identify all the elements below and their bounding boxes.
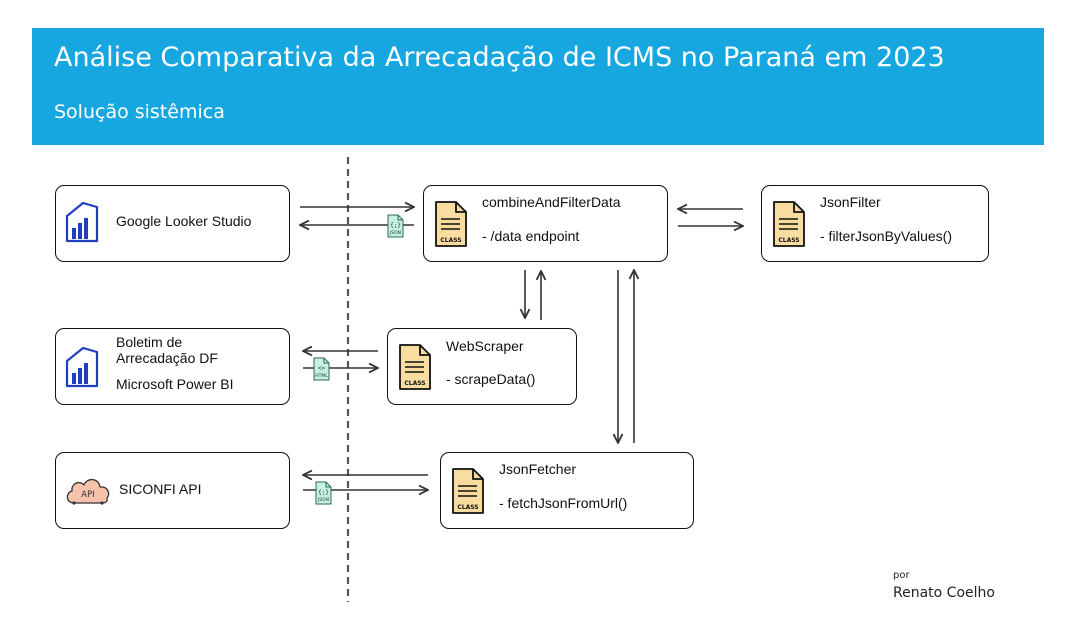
class-json-filter[interactable] [761, 185, 989, 262]
credit-author-name: Renato Coelho [893, 585, 995, 601]
node-label: Google Looker Studio [116, 213, 252, 229]
json-icon-label: JSON [389, 231, 402, 236]
api-cloud-icon [62, 473, 114, 509]
class-name: WebScraper [446, 338, 524, 354]
node-label: SICONFI API [119, 481, 202, 497]
class-name: JsonFilter [820, 194, 881, 210]
class-badge-text: CLASS [440, 237, 462, 244]
class-json-fetcher[interactable] [440, 452, 694, 529]
power-bi-icon [63, 201, 101, 247]
class-combine-and-filter-data[interactable] [423, 185, 668, 262]
class-file-icon [773, 201, 805, 247]
class-web-scraper[interactable] [387, 328, 577, 405]
class-member: - /data endpoint [482, 228, 580, 244]
json-file-icon [316, 482, 331, 504]
class-name: JsonFetcher [499, 461, 577, 477]
author-credit [893, 570, 995, 602]
class-member: - scrapeData() [446, 371, 536, 387]
node-siconfi-api[interactable] [55, 452, 290, 529]
class-badge-text: CLASS [457, 504, 479, 511]
json-file-icon [388, 215, 403, 237]
api-icon-text: API [81, 490, 95, 500]
node-label-line3: Microsoft Power BI [116, 376, 234, 392]
html-file-icon [314, 358, 329, 380]
class-file-icon [435, 201, 467, 247]
page-title: Análise Comparativa da Arrecadação de ICMS no Paraná em 2023 [54, 42, 945, 73]
node-google-looker-studio[interactable] [55, 185, 290, 262]
json-icon-label: JSON [317, 498, 330, 503]
html-icon-label: HTML [315, 374, 328, 379]
class-file-icon [452, 468, 484, 514]
json-icon-symbol: {;} [318, 489, 329, 496]
json-icon-symbol: {;} [390, 222, 401, 229]
class-name: combineAndFilterData [482, 194, 621, 210]
html-icon-symbol: <> [317, 365, 326, 372]
node-label-line2: Arrecadação DF [116, 350, 218, 366]
class-file-icon [399, 344, 431, 390]
power-bi-icon [63, 346, 101, 392]
class-member: - filterJsonByValues() [820, 228, 953, 244]
class-badge-text: CLASS [404, 380, 426, 387]
credit-by: por [893, 570, 910, 581]
node-label-line1: Boletim de [116, 334, 183, 350]
node-boletim-arrecadacao-df[interactable] [55, 328, 290, 405]
page-subtitle: Solução sistêmica [54, 101, 225, 123]
class-member: - fetchJsonFromUrl() [499, 495, 628, 511]
class-badge-text: CLASS [778, 237, 800, 244]
